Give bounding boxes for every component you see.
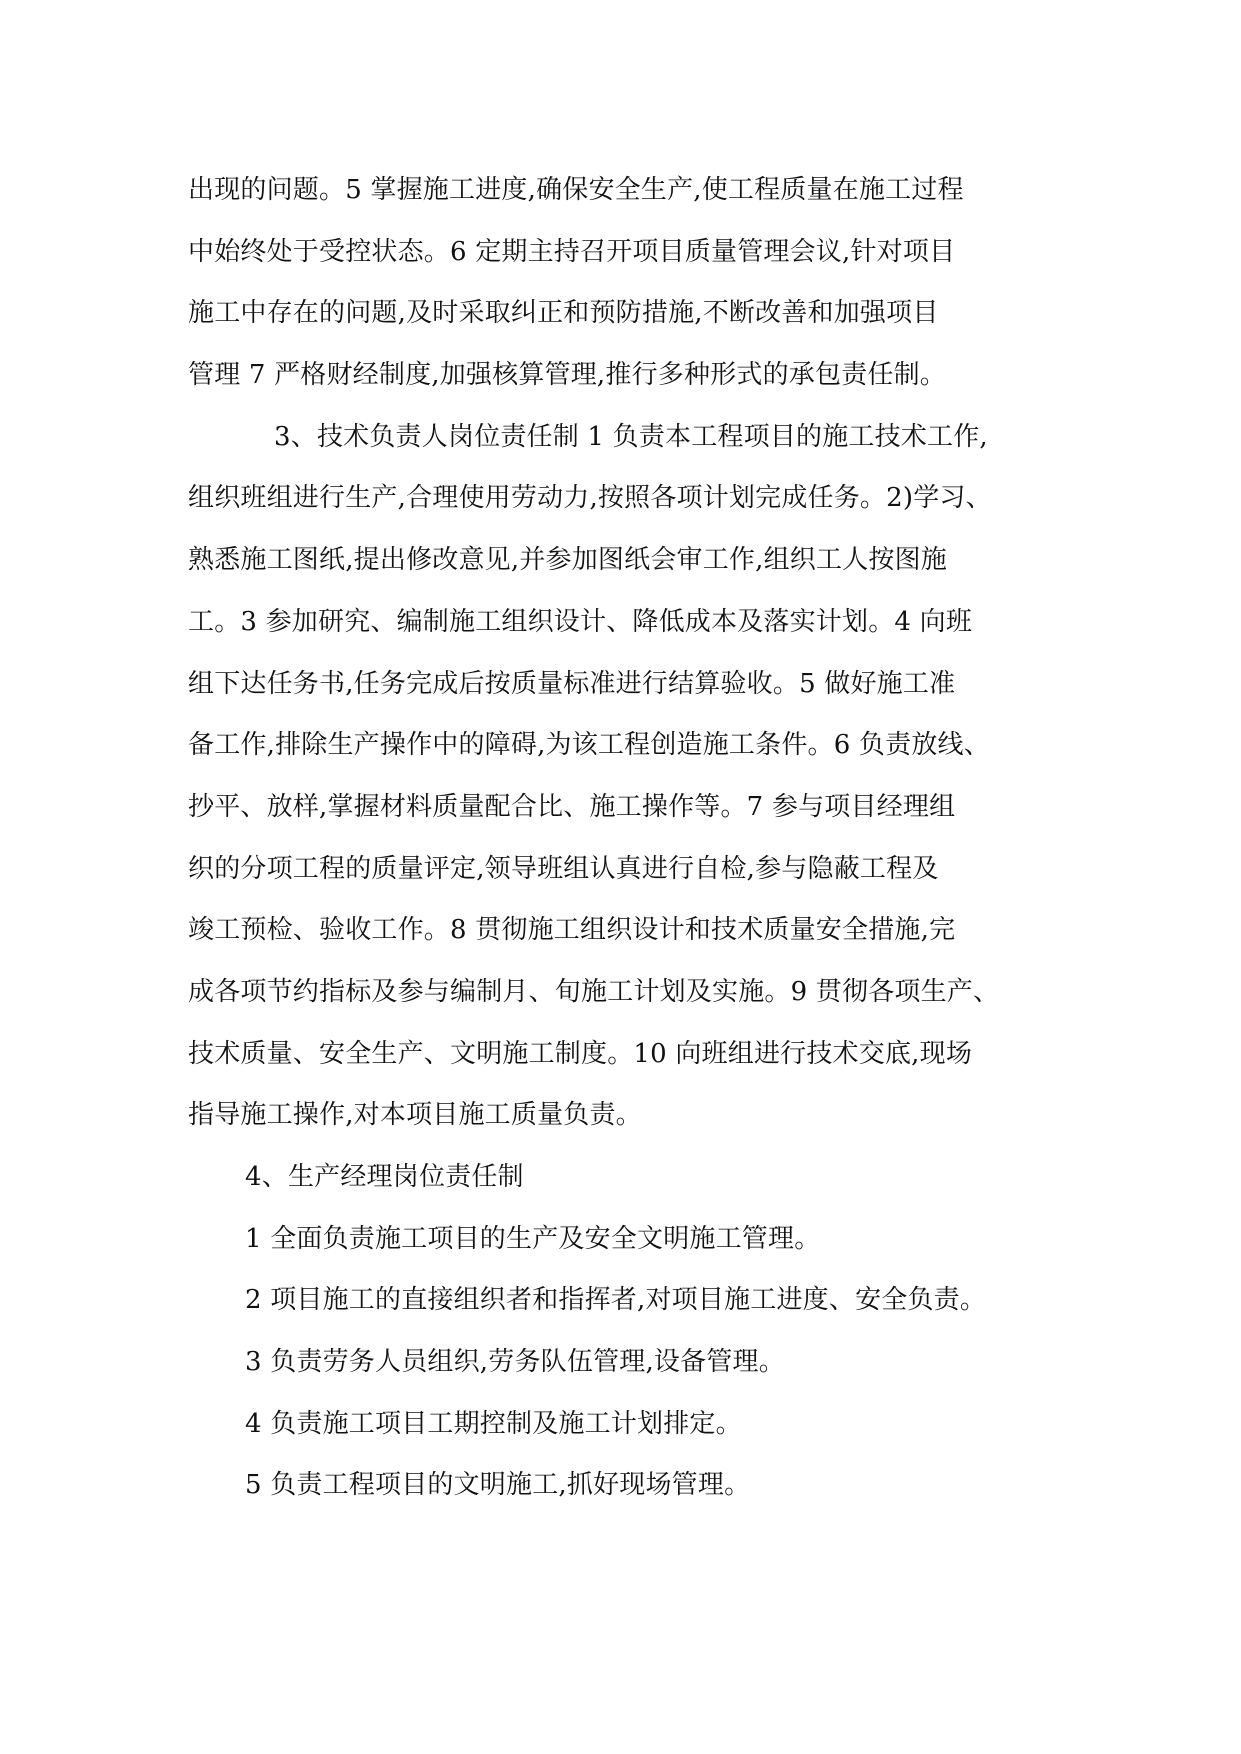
- text-line: 工。3 参加研究、编制施工组织设计、降低成本及落实计划。4 向班: [188, 606, 973, 637]
- list-item: 1 全面负责施工项目的生产及安全文明施工管理。: [245, 1223, 821, 1254]
- text-line: 3、技术负责人岗位责任制 1 负责本工程项目的施工技术工作,: [274, 421, 988, 452]
- text-line: 织的分项工程的质量评定,领导班组认真进行自检,参与隐蔽工程及: [188, 853, 939, 884]
- text-line: 指导施工操作,对本项目施工质量负责。: [188, 1100, 642, 1131]
- section-heading: 4、生产经理岗位责任制: [245, 1162, 524, 1192]
- text-line: 技术质量、安全生产、文明施工制度。10 向班组进行技术交底,现场: [188, 1038, 973, 1069]
- document-body: [188, 160, 1058, 1517]
- list-item: 5 负责工程项目的文明施工,抓好现场管理。: [245, 1470, 751, 1501]
- text-line: 中始终处于受控状态。6 定期主持召开项目质量管理会议,针对项目: [188, 236, 956, 267]
- list-item: 3 负责劳务人员组织,劳务队伍管理,设备管理。: [245, 1347, 785, 1378]
- text-line: 组织班组进行生产,合理使用劳动力,按照各项计划完成任务。2)学习、: [188, 483, 992, 514]
- text-line: 施工中存在的问题,及时采取纠正和预防措施,不断改善和加强项目: [188, 298, 939, 329]
- text-line: 成各项节约指标及参与编制月、旬施工计划及实施。9 贯彻各项生产、: [188, 976, 1000, 1007]
- text-line: 组下达任务书,任务完成后按质量标准进行结算验收。5 做好施工准: [188, 668, 956, 699]
- text-line: 出现的问题。5 掌握施工进度,确保安全生产,使工程质量在施工过程: [188, 175, 964, 205]
- text-line: 熟悉施工图纸,提出修改意见,并参加图纸会审工作,组织工人按图施: [188, 545, 947, 576]
- list-item: 4 负责施工项目工期控制及施工计划排定。: [245, 1408, 742, 1439]
- text-line: 抄平、放样,掌握材料质量配合比、施工操作等。7 参与项目经理组: [188, 791, 956, 822]
- list-item: 2 项目施工的直接组织者和指挥者,对项目施工进度、安全负责。: [245, 1285, 987, 1316]
- text-line: 备工作,排除生产操作中的障碍,为该工程创造施工条件。6 负责放线、: [188, 730, 990, 761]
- text-line: 管理 7 严格财经制度,加强核算管理,推行多种形式的承包责任制。: [188, 360, 947, 391]
- text-line: 竣工预检、验收工作。8 贯彻施工组织设计和技术质量安全措施,完: [188, 915, 956, 946]
